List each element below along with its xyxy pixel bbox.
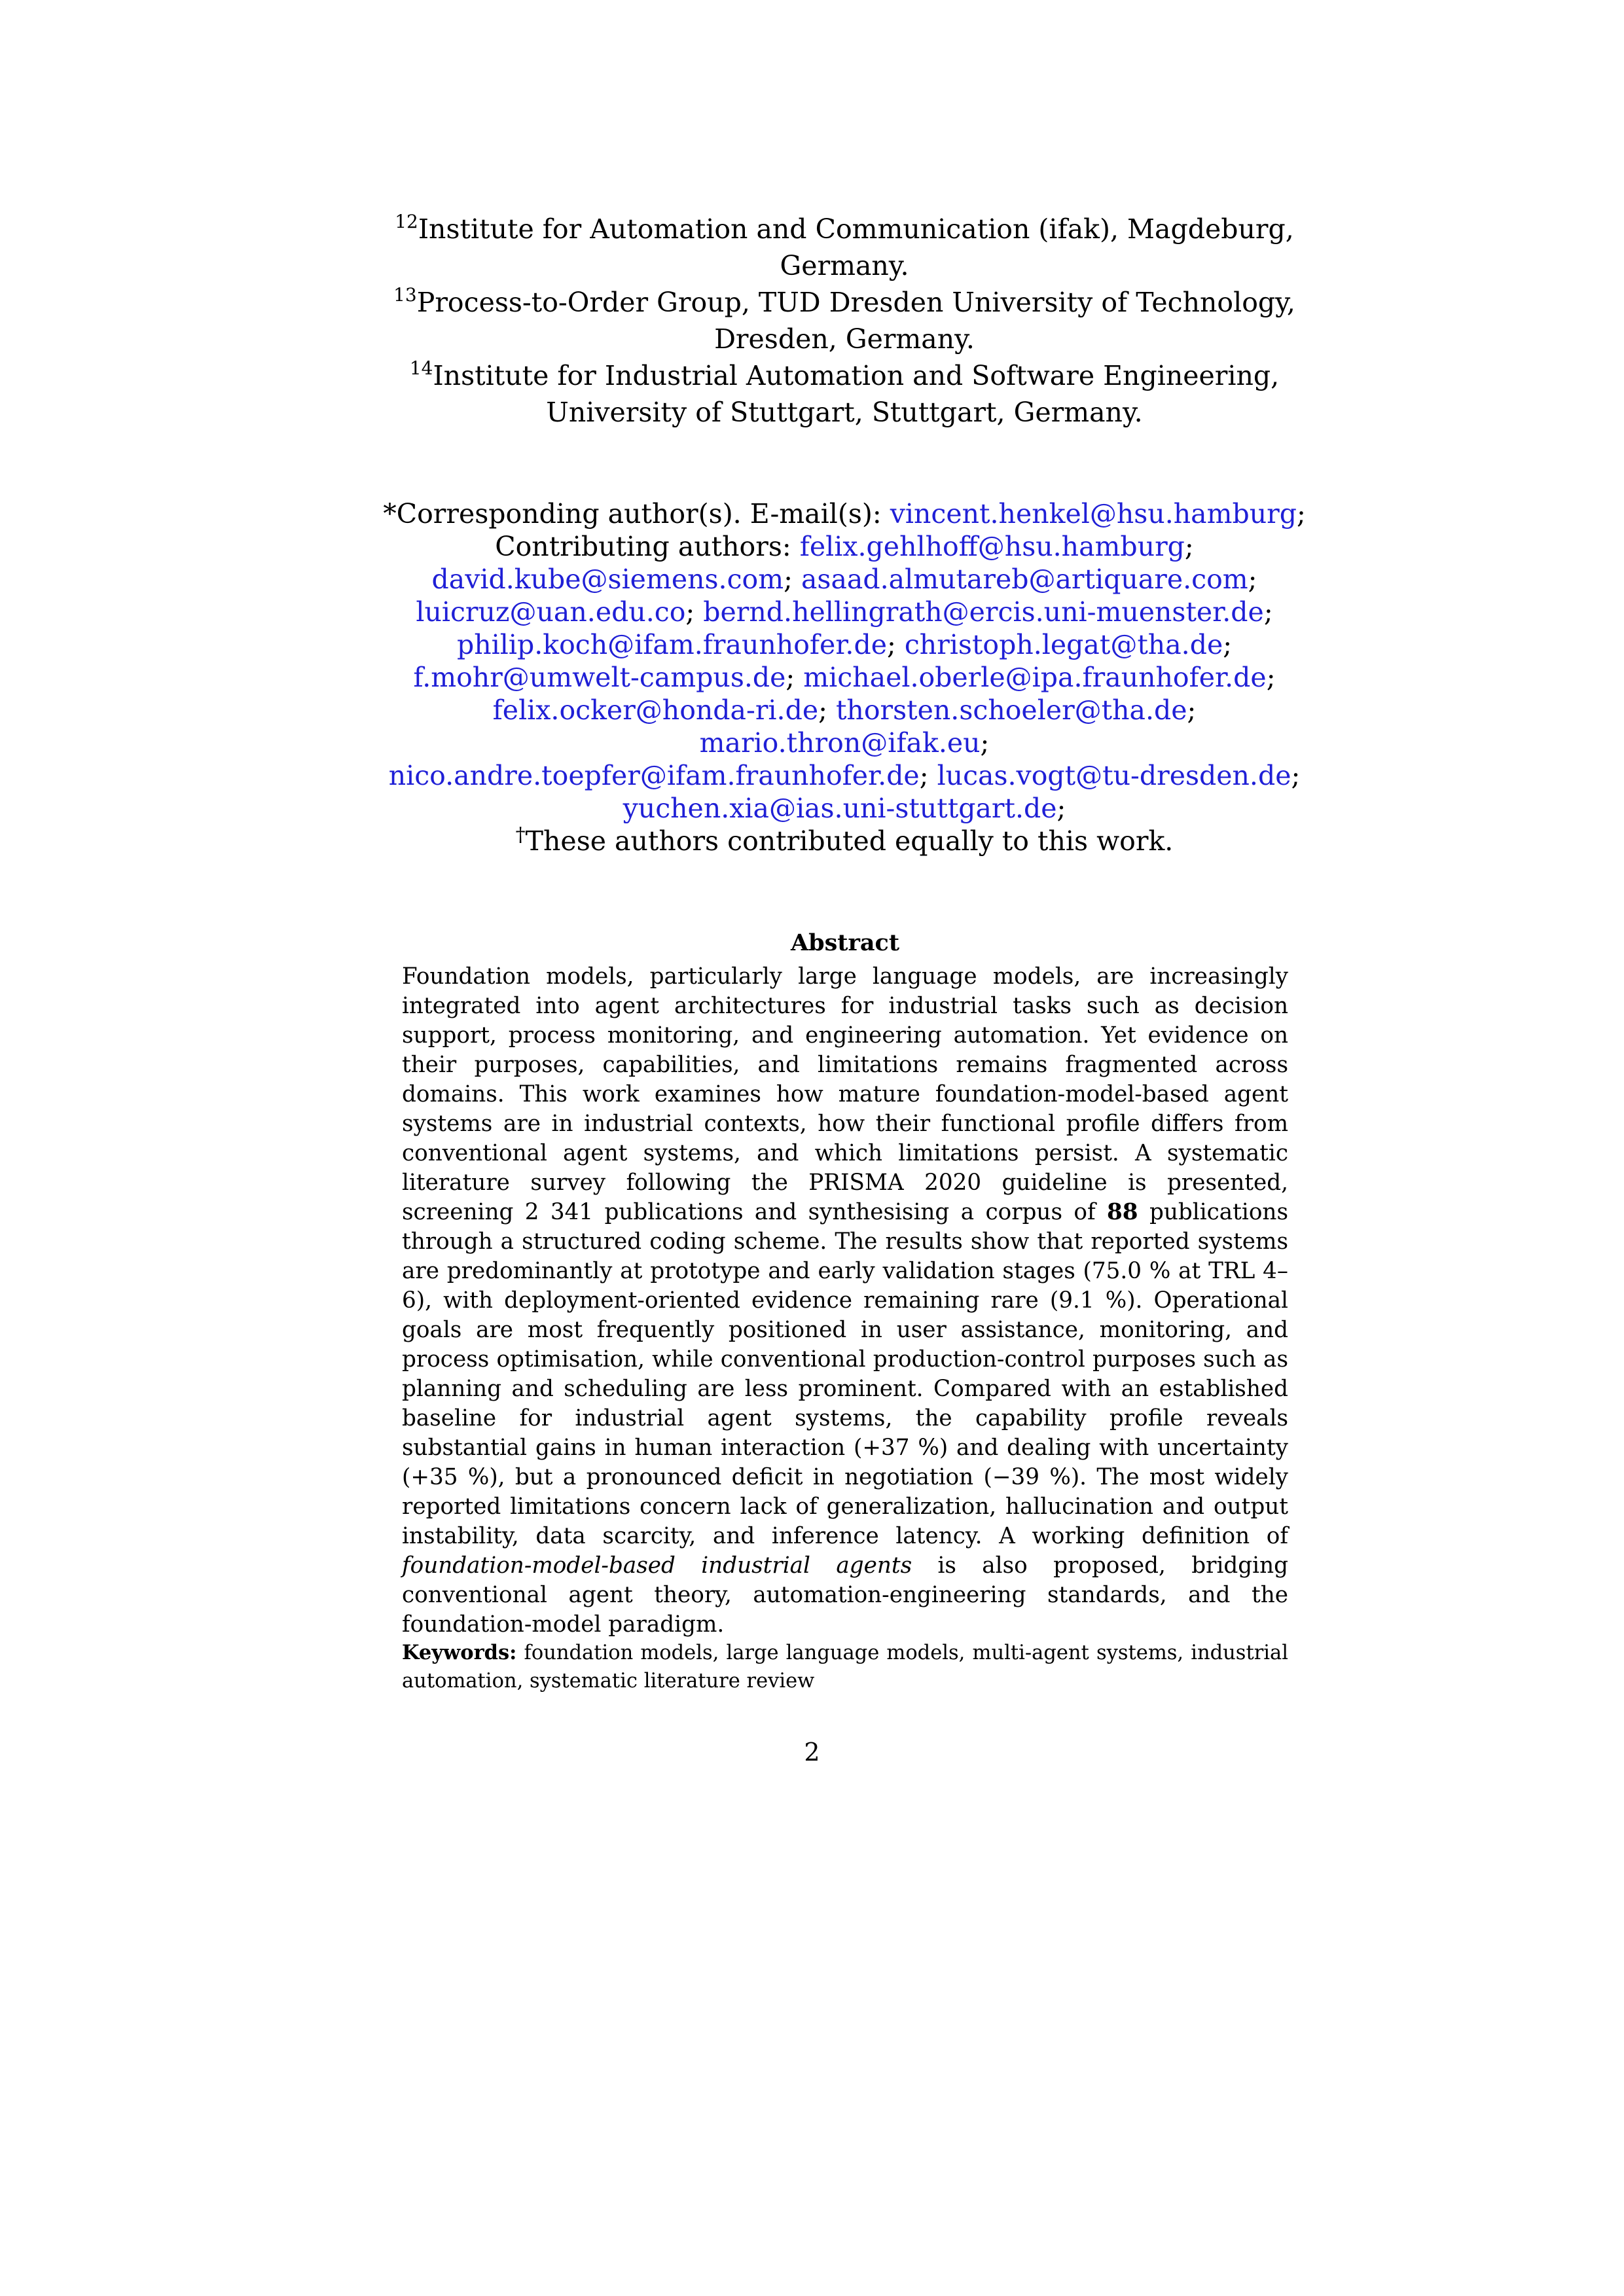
email-link[interactable]: nico.andre.toepfer@ifam.fraunhofer.de bbox=[388, 760, 920, 791]
affiliation-text: Institute for Industrial Automation and Software Engineering, University of Stuttgart, Stuttgart, Germany. bbox=[433, 360, 1280, 428]
email-link[interactable]: asaad.almutareb@artiquare.com bbox=[801, 564, 1248, 595]
abstract-text: Foundation models, particularly large language models, are increasingly integrated into agent architectures for industrial tasks such as decision support, process monitoring, and engineering automation. Yet evidence on their purposes, capabilities, and limitations remains fragmented across domains. This work examines how mature foundation-model-based agent systems are in industrial contexts, how their functional profile differs from conventional agent systems, and which limitations persist. A systematic literature survey following the PRISMA 2020 guideline is presented, screening 2 341 publications and synthesising a corpus of bbox=[402, 963, 1288, 1225]
abstract-text: publications through a structured coding scheme. The results show that reported systems are predominantly at prototype and early validation stages (75.0 % at TRL 4–6), with deployment-oriented evidence remaining rare (9.1 %). Operational goals are most frequently positioned in user assistance, monitoring, and process optimisation, while conventional production-control purposes such as planning and scheduling are less prominent. Compared with an established baseline for industrial agent systems, the capability profile reveals substantial gains in human interaction (+37 %) and dealing with uncertainty (+35 %), but a pronounced deficit in negotiation (−39 %). The most widely reported limitations concern lack of generalization, hallucination and output instability, data scarcity, and inference latency. A working definition of bbox=[402, 1199, 1288, 1549]
email-link[interactable]: vincent.henkel@hsu.hamburg bbox=[890, 498, 1297, 529]
corresponding-marker: * bbox=[383, 498, 397, 529]
email-link[interactable]: bernd.hellingrath@ercis.uni-muenster.de bbox=[703, 596, 1264, 628]
affiliation-text: Process-to-Order Group, TUD Dresden University of Technology, Dresden, Germany. bbox=[416, 287, 1295, 355]
affiliation-number: 14 bbox=[409, 357, 433, 379]
email-link[interactable]: philip.koch@ifam.fraunhofer.de bbox=[456, 629, 887, 660]
keywords-label: Keywords: bbox=[402, 1641, 517, 1664]
affiliation-13 bbox=[386, 284, 1303, 357]
email-link[interactable]: felix.ocker@honda-ri.de bbox=[492, 694, 819, 726]
affiliation-14 bbox=[386, 357, 1303, 431]
email-link[interactable]: lucas.vogt@tu-dresden.de bbox=[937, 760, 1291, 791]
contributing-label: Contributing authors: bbox=[495, 531, 800, 562]
corresponding-label: Corresponding author(s). E-mail(s): bbox=[396, 498, 890, 529]
abstract-title: Abstract bbox=[790, 929, 900, 956]
abstract-text: is also proposed, bridging conventional agent theory, automation-engineering standards, and the foundation-model paradigm. bbox=[402, 1552, 1288, 1638]
dagger-marker: † bbox=[515, 823, 526, 846]
abstract-italic-term: foundation-model-based industrial agents bbox=[402, 1552, 912, 1579]
email-link[interactable]: luicruz@uan.edu.co bbox=[416, 596, 686, 628]
affiliation-number: 12 bbox=[395, 211, 418, 232]
author-contacts: *Corresponding author(s). E-mail(s): vincent.henkel@hsu.hamburg; Contributing authors: felix.gehlhoff@hsu.hamburg; david.kube@siemens.com; asaad.almutareb@artiquare.com; luicruz@uan.edu.co; bernd.hellingrath@ercis.uni-muenster.de; philip.koch@ifam.fraunhofer.de; christoph.legat@tha.de; f.mohr@umwelt-campus.de; michael.oberle@ipa.fraunhofer.de; felix.ocker@honda-ri.de; thorsten.schoeler@tha.de; mario.thron@ifak.eu; nico.andre.toepfer@ifam.fraunhofer.de; lucas.vogt@tu-dresden.de; yuchen.xia@ias.uni-stuttgart.de; †These authors contributed equally to this work. bbox=[383, 498, 1306, 857]
affiliation-text: Institute for Automation and Communication (ifak), Magdeburg, Germany. bbox=[418, 213, 1294, 281]
affiliations-block bbox=[386, 211, 1303, 431]
email-link[interactable]: thorsten.schoeler@tha.de bbox=[835, 694, 1187, 726]
abstract-body bbox=[402, 962, 1288, 1640]
keywords-section bbox=[402, 1639, 1288, 1695]
email-link[interactable]: yuchen.xia@ias.uni-stuttgart.de bbox=[623, 793, 1057, 824]
email-link[interactable]: christoph.legat@tha.de bbox=[904, 629, 1223, 660]
keywords-text: foundation models, large language models, multi-agent systems, industrial automation, systematic literature review bbox=[402, 1641, 1288, 1693]
email-link[interactable]: mario.thron@ifak.eu bbox=[699, 727, 981, 759]
page-number: 2 bbox=[804, 1738, 820, 1767]
email-link[interactable]: david.kube@siemens.com bbox=[431, 564, 784, 595]
email-link[interactable]: felix.gehlhoff@hsu.hamburg bbox=[799, 531, 1185, 562]
abstract-section bbox=[402, 928, 1288, 1640]
abstract-corpus-count: 88 bbox=[1107, 1199, 1138, 1225]
affiliation-12 bbox=[386, 211, 1303, 284]
equal-contribution-note: These authors contributed equally to this work. bbox=[525, 825, 1174, 857]
affiliation-number: 13 bbox=[393, 284, 417, 306]
email-link[interactable]: f.mohr@umwelt-campus.de bbox=[413, 662, 786, 693]
email-link[interactable]: michael.oberle@ipa.fraunhofer.de bbox=[803, 662, 1267, 693]
